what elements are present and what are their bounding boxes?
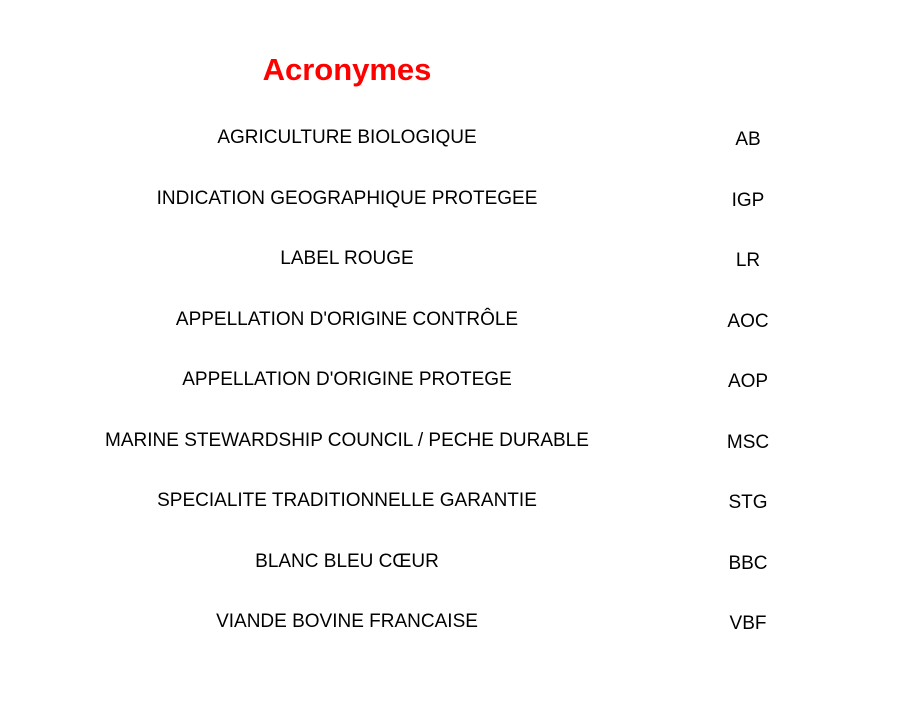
- acronym-abbreviation: BBC: [728, 552, 768, 574]
- acronym-full-name: APPELLATION D'ORIGINE PROTEGE: [182, 369, 512, 390]
- acronym-full-name: INDICATION GEOGRAPHIQUE PROTEGEE: [156, 187, 538, 209]
- acronym-row: [0, 124, 901, 185]
- acronym-abbreviation: AOC: [727, 310, 769, 332]
- acronym-row: [0, 487, 901, 548]
- page-title: Acronymes: [262, 52, 432, 87]
- acronym-row: [0, 608, 901, 669]
- acronym-abbreviation: STG: [728, 492, 768, 513]
- acronym-row: [0, 245, 901, 306]
- acronym-row: [0, 306, 901, 367]
- acronym-abbreviation: AOP: [727, 371, 769, 392]
- acronym-list: [0, 124, 901, 669]
- acronym-abbreviation: LR: [735, 250, 761, 271]
- acronym-full-name: AGRICULTURE BIOLOGIQUE: [217, 127, 477, 148]
- acronym-row: [0, 427, 901, 488]
- acronym-abbreviation: VBF: [729, 613, 767, 634]
- acronym-full-name: MARINE STEWARDSHIP COUNCIL / PECHE DURABLE: [105, 429, 589, 451]
- acronym-full-name: SPECIALITE TRADITIONNELLE GARANTIE: [157, 490, 537, 511]
- acronym-full-name: BLANC BLEU CŒUR: [255, 550, 439, 572]
- acronym-row: [0, 548, 901, 609]
- acronym-abbreviation: AB: [735, 129, 761, 150]
- acronym-abbreviation: MSC: [726, 431, 770, 453]
- acronym-full-name: APPELLATION D'ORIGINE CONTRÔLE: [175, 308, 519, 330]
- acronym-row: [0, 366, 901, 427]
- acronym-full-name: LABEL ROUGE: [280, 248, 414, 269]
- acronym-abbreviation: IGP: [731, 189, 765, 211]
- acronym-row: [0, 185, 901, 246]
- acronym-full-name: VIANDE BOVINE FRANCAISE: [216, 611, 478, 632]
